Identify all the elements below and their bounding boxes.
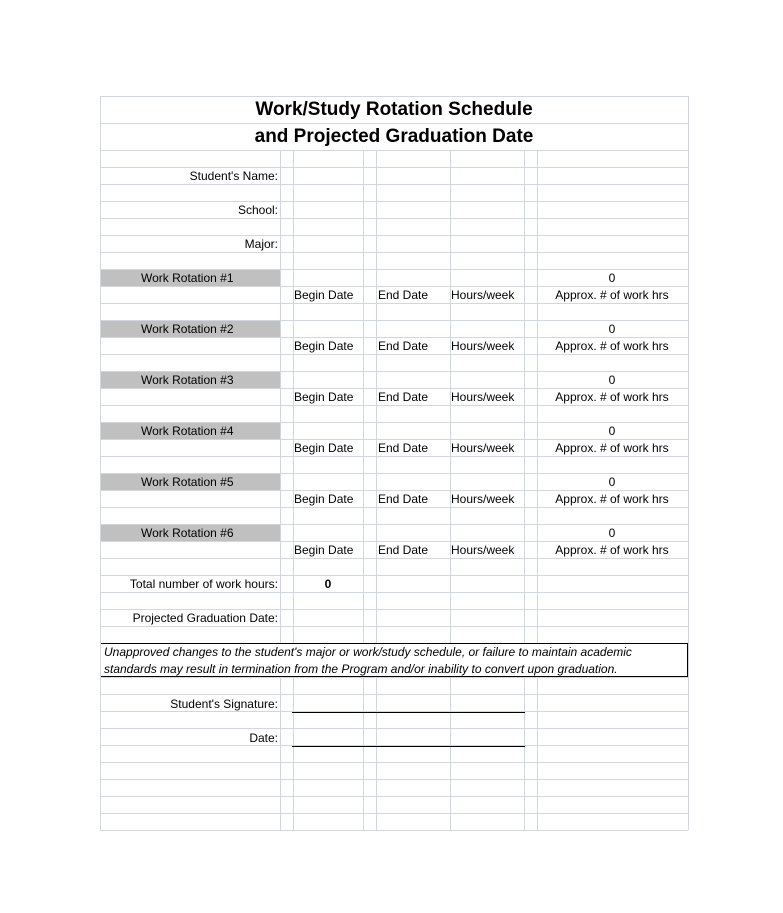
approx-hours-header: Approx. # of work hrs xyxy=(555,543,669,557)
hours-week-header: Hours/week xyxy=(451,543,515,557)
grid-row-line xyxy=(100,830,688,831)
date-line[interactable] xyxy=(292,746,525,747)
approx-hours-header: Approx. # of work hrs xyxy=(555,288,669,302)
rotation-header xyxy=(101,270,280,286)
graduation-date-label: Projected Graduation Date: xyxy=(132,611,278,625)
hours-week-header: Hours/week xyxy=(451,390,515,404)
end-date-header: End Date xyxy=(378,390,429,404)
rotation-header xyxy=(101,372,280,388)
approx-hours-header: Approx. # of work hrs xyxy=(555,390,669,404)
rotation-label: Work Rotation #5 xyxy=(141,475,234,489)
signature-label: Student's Signature: xyxy=(170,697,278,711)
begin-date-header: Begin Date xyxy=(294,339,354,353)
total-hours-label: Total number of work hours: xyxy=(129,577,278,591)
begin-date-header: Begin Date xyxy=(294,492,354,506)
begin-date-header: Begin Date xyxy=(294,543,354,557)
notice-line1: Unapproved changes to the student's major or work/study schedule, or failure to maintain academic xyxy=(104,645,632,659)
hours-week-header: Hours/week xyxy=(451,492,515,506)
notice-line2: standards may result in termination from the Program and/or inability to convert upon graduation. xyxy=(104,662,618,676)
grid-col-line xyxy=(524,150,525,830)
rotation-approx-value: 0 xyxy=(608,373,616,387)
rotation-approx-value: 0 xyxy=(608,271,616,285)
grid-row-line xyxy=(100,728,688,729)
date-label: Date: xyxy=(249,731,278,745)
hours-week-header: Hours/week xyxy=(451,441,515,455)
grid-col-line xyxy=(688,96,689,830)
begin-date-header: Begin Date xyxy=(294,441,354,455)
end-date-header: End Date xyxy=(378,441,429,455)
form-title-line1: Work/Study Rotation Schedule xyxy=(255,99,533,120)
grid-col-line xyxy=(293,150,294,830)
rotation-header xyxy=(101,474,280,490)
grid-row-line xyxy=(100,813,688,814)
signature-line[interactable] xyxy=(292,712,525,713)
end-date-header: End Date xyxy=(378,543,429,557)
total-hours-value: 0 xyxy=(324,577,332,591)
approx-hours-header: Approx. # of work hrs xyxy=(555,492,669,506)
major-label: Major: xyxy=(244,237,278,251)
end-date-header: End Date xyxy=(378,288,429,302)
grid-row-line xyxy=(100,150,688,151)
rotation-approx-value: 0 xyxy=(608,424,616,438)
hours-week-header: Hours/week xyxy=(451,339,515,353)
rotation-label: Work Rotation #6 xyxy=(141,526,234,540)
approx-hours-header: Approx. # of work hrs xyxy=(555,441,669,455)
grid-row-line xyxy=(100,762,688,763)
grid-col-line xyxy=(280,150,281,830)
grid-col-line xyxy=(450,150,451,830)
end-date-header: End Date xyxy=(378,492,429,506)
rotation-header xyxy=(101,321,280,337)
rotation-label: Work Rotation #3 xyxy=(141,373,234,387)
rotation-header xyxy=(101,423,280,439)
grid-row-line xyxy=(100,796,688,797)
form-title-line2: and Projected Graduation Date xyxy=(254,126,534,147)
rotation-label: Work Rotation #2 xyxy=(141,322,234,336)
grid-row-line xyxy=(100,779,688,780)
grid-col-line xyxy=(363,150,364,830)
grid-row-line xyxy=(100,694,688,695)
notice-box xyxy=(101,643,688,677)
begin-date-header: Begin Date xyxy=(294,288,354,302)
student-name-label: Student's Name: xyxy=(189,169,278,183)
hours-week-header: Hours/week xyxy=(451,288,515,302)
approx-hours-header: Approx. # of work hrs xyxy=(555,339,669,353)
rotation-approx-value: 0 xyxy=(608,526,616,540)
rotation-label: Work Rotation #4 xyxy=(141,424,234,438)
rotation-approx-value: 0 xyxy=(608,475,616,489)
begin-date-header: Begin Date xyxy=(294,390,354,404)
end-date-header: End Date xyxy=(378,339,429,353)
rotation-header xyxy=(101,525,280,541)
grid-col-line xyxy=(376,150,377,830)
rotation-approx-value: 0 xyxy=(608,322,616,336)
school-label: School: xyxy=(237,203,278,217)
rotation-label: Work Rotation #1 xyxy=(141,271,234,285)
